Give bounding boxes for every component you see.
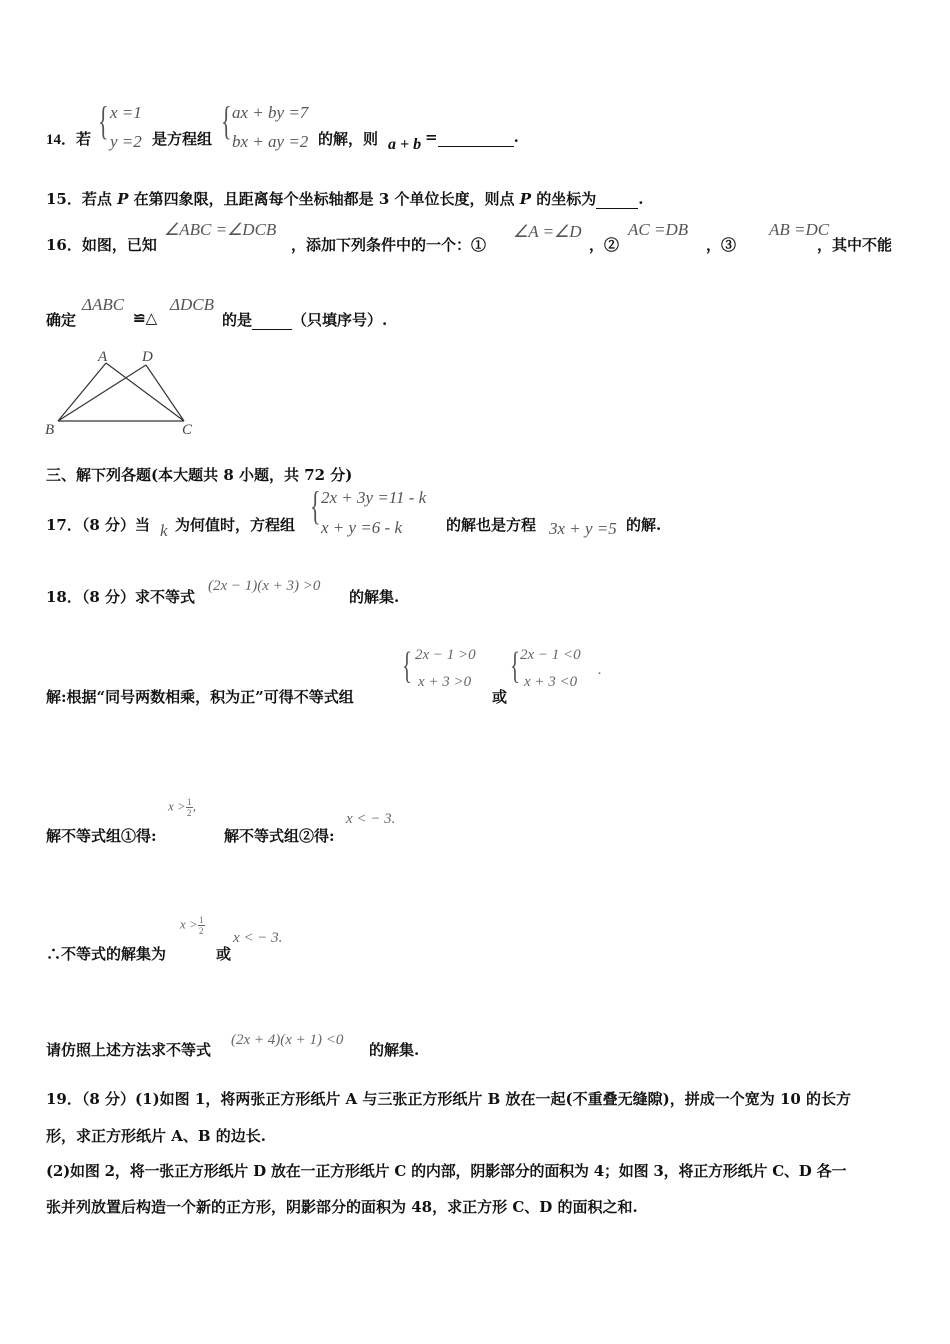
q18-end: 的解集. (349, 588, 400, 606)
q14-sys2-line1: ax + by =7 (232, 103, 309, 122)
q18-ineq: (2x − 1)(x + 3) >0 (208, 578, 321, 594)
q17-text-c: 的解. (626, 516, 662, 534)
q17-sys-line2: x + y =6 - k (321, 518, 402, 537)
brace-icon: { (510, 645, 521, 687)
q18-number: 18．（8 分）求不等式 (46, 588, 196, 606)
fraction-one-half: $\frac{1}{2}$ (199, 915, 204, 936)
q18-solution-text: 解:根据“同号两数相乘，积为正”可得不等式组 (46, 688, 354, 706)
q18-solve1: 解不等式组①得: (46, 827, 157, 845)
segment-ba (58, 363, 106, 421)
q18-sysb-line1: 2x − 1 <0 (520, 647, 581, 663)
figure-lines (58, 363, 184, 421)
q16-cong: ≌△ (133, 309, 158, 327)
segment-dc (146, 365, 184, 421)
brace-icon: { (221, 98, 232, 143)
q14-answer-line: = . (425, 128, 519, 146)
q18-result3a: x > $\frac{1}{2}$ (180, 915, 204, 936)
q18-sysa-line1: 2x − 1 >0 (415, 647, 476, 663)
q18-result3b: x < − 3. (233, 930, 283, 946)
brace-icon: { (310, 483, 321, 528)
q18-sysa-line2: x + 3 >0 (418, 674, 472, 690)
q17-var: k (160, 521, 168, 540)
q14-end-text: 的解，则 (318, 130, 379, 148)
q16-sep2: ，② (589, 236, 620, 254)
q14-expr: a + b (388, 136, 422, 153)
q14-mid-text: 是方程组 (152, 130, 213, 148)
q16-text-b: ，其中不能 (817, 236, 893, 254)
q18-therefore: ∴不等式的解集为 (46, 945, 167, 963)
q18-sysb-end: . (598, 662, 602, 678)
q14-number: 14．若 (46, 132, 92, 148)
q16-given: ∠ABC =∠DCB (164, 220, 277, 239)
q19-number: 19．（8 分）(1)如图 1，将两张正方形纸片 A 与三张正方形纸片 B 放在一起(不重叠无缝隙)，拼成一个宽为 10 的长方 (46, 1090, 852, 1108)
q18-task-a: 请仿照上述方法求不等式 (46, 1041, 212, 1059)
brace-icon: { (402, 645, 413, 687)
q18-solve2: 解不等式组②得: (224, 827, 335, 845)
q18-or: 或 (492, 688, 508, 706)
q17-sys-line1: 2x + 3y =11 - k (321, 488, 427, 507)
q16-text-a: ，添加下列条件中的一个：① (291, 236, 487, 254)
q18-result1: x > $\frac{1}{2}$ , (168, 797, 197, 818)
answer-blank (252, 311, 292, 330)
q18-result2: x < − 3. (346, 811, 396, 827)
question-15: 15．若点 P 在第四象限，且距离每个坐标轴都是 3 个单位长度，则点 P 的坐标为 . (46, 190, 644, 208)
label-d: D (142, 349, 153, 365)
q19-line3: (2)如图 2，将一张正方形纸片 D 放在一正方形纸片 C 的内部，阴影部分的面积为 4；如图 3，将正方形纸片 C、D 各一 (46, 1162, 847, 1180)
q18-task-ineq: (2x + 4)(x + 1) <0 (231, 1032, 344, 1048)
q14-sys1-line1: x =1 (110, 103, 142, 122)
answer-blank (438, 128, 514, 147)
q14-sys2-line2: bx + ay =2 (232, 132, 309, 151)
q16-sep3: ，③ (706, 236, 737, 254)
label-c: C (182, 422, 193, 438)
q17-text-a: 为何值时，方程组 (175, 516, 296, 534)
q18-sysb-line2: x + 3 <0 (524, 674, 578, 690)
answer-blank (596, 190, 638, 209)
q16-line2-a: 确定 (46, 311, 77, 329)
triangle-figure (40, 345, 210, 440)
q16-tri2: ΔDCB (170, 295, 214, 314)
q18-or2: 或 (216, 945, 232, 963)
brace-icon: { (98, 98, 109, 143)
q17-text-b: 的解也是方程 (446, 516, 537, 534)
q18-task-b: 的解集. (369, 1041, 420, 1059)
q14-sys1-line2: y =2 (110, 132, 142, 151)
segment-ac (106, 363, 184, 421)
q16-cond2: AC =DB (628, 220, 689, 239)
q16-cond3: AB =DC (769, 220, 830, 239)
q16-line2-b: 的是 （只填序号）. (222, 311, 388, 329)
q17-number: 17．（8 分）当 (46, 516, 151, 534)
section-3-title: 三、解下列各题(本大题共 8 小题，共 72 分) (46, 466, 353, 484)
q16-cond1: ∠A =∠D (513, 222, 582, 241)
q16-number: 16．如图，已知 (46, 236, 157, 254)
label-a: A (98, 349, 108, 365)
q19-line2: 形，求正方形纸片 A、B 的边长. (46, 1127, 266, 1145)
label-b: B (45, 422, 55, 438)
q17-eq: 3x + y =5 (549, 519, 617, 538)
q16-tri1: ΔABC (82, 295, 125, 314)
fraction-one-half: $\frac{1}{2}$ (187, 797, 192, 818)
segment-bd (58, 365, 146, 421)
q19-line4: 张并列放置后构造一个新的正方形，阴影部分的面积为 48，求正方形 C、D 的面积之和. (46, 1198, 638, 1216)
